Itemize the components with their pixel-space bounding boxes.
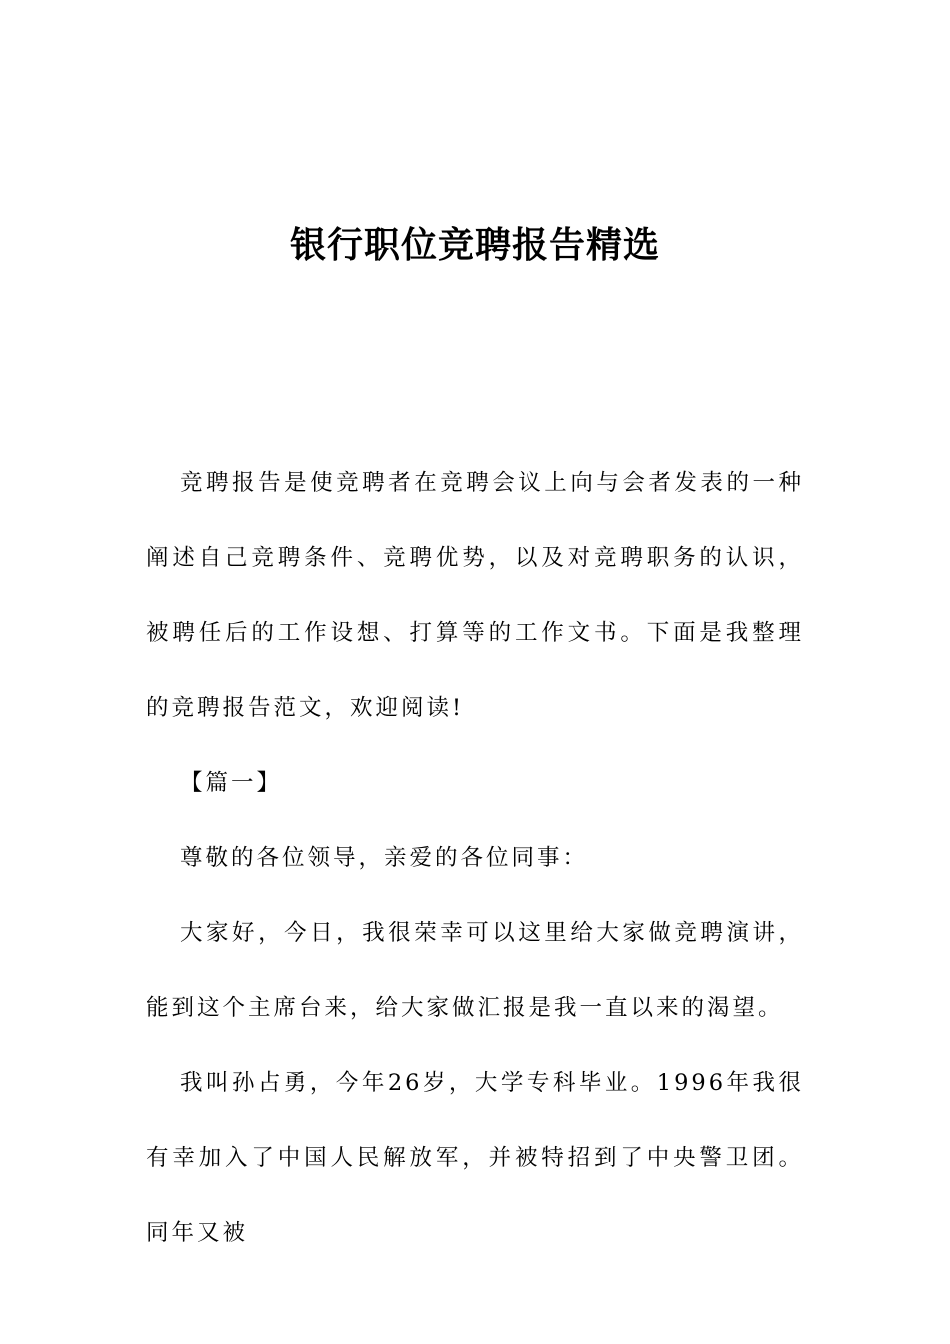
document-title: 银行职位竞聘报告精选 [289,225,660,266]
greeting-paragraph: 大家好，今日，我很荣幸可以这里给大家做竞聘演讲，能到这个主席台来，给大家做汇报是我一直以来的渴望。 [146,920,804,1021]
self-introduction-paragraph: 我叫孙占勇，今年26岁，大学专科毕业。1996年我很有幸加入了中国人民解放军，并被特招到了中央警卫团。同年又被 [146,1070,804,1246]
salutation-paragraph: 尊敬的各位领导，亲爱的各位同事： [180,845,589,871]
document-body [146,446,804,1271]
intro-paragraph: 竞聘报告是使竞聘者在竞聘会议上向与会者发表的一种阐述自己竞聘条件、竞聘优势，以及对竞聘职务的认识，被聘任后的工作设想、打算等的工作文书。下面是我整理的竞聘报告范文，欢迎阅读! [146,470,804,721]
section-heading: 【篇一】 [180,770,283,796]
